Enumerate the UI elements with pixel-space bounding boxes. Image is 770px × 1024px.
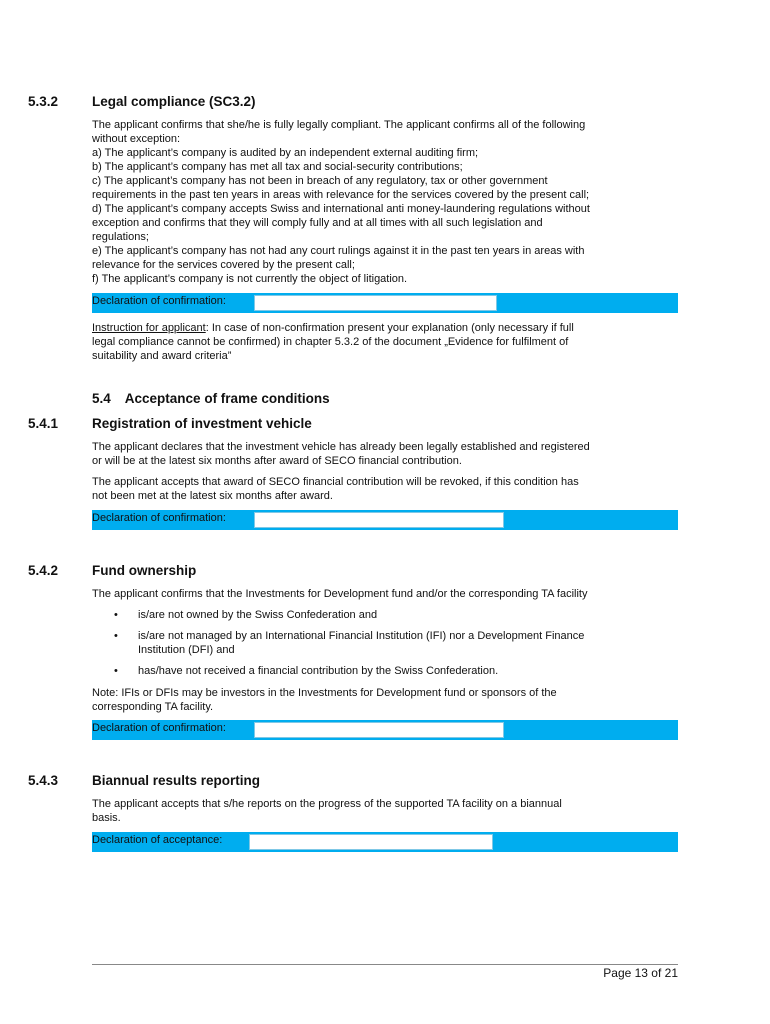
bullet-icon: • [114,630,118,642]
text-line: The applicant confirms that she/he is fully legally compliant. The applicant confirms all of the following [92,119,586,131]
declaration-input[interactable] [249,834,493,850]
declaration-input[interactable] [254,295,497,311]
text-line: basis. [92,812,121,824]
declaration-label: Declaration of confirmation: [92,722,226,734]
section-title: Acceptance of frame conditions [124,391,330,406]
declaration-bar-5-4-3 [92,832,678,852]
text-line: Note: IFIs or DFIs may be investors in the Investments for Development fund or sponsors of the [92,687,557,699]
list-item [114,608,698,622]
list-item-text: Institution (DFI) and [138,644,235,656]
fund-ownership-intro: The applicant confirms that the Investments for Development fund and/or the corresponding TA facility [92,588,588,600]
biannual-reporting-text [92,797,682,825]
text-line: legal compliance cannot be confirmed) in chapter 5.3.2 of the document „Evidence for fulfilment of [92,336,569,348]
text-line: not been met at the latest six months after award. [92,490,333,502]
declaration-label: Declaration of confirmation: [92,295,226,307]
text-line: The applicant accepts that award of SECO financial contribution will be revoked, if this condition has [92,476,579,488]
text-line: e) The applicant’s company has not had any court rulings against it in the past ten years in areas with [92,245,585,257]
section-heading-legal-compliance: Legal compliance (SC3.2) [92,94,256,109]
section-heading-fund-ownership: Fund ownership [92,563,197,578]
footer-divider [92,964,678,965]
bullet-icon: • [114,665,118,677]
text-line: a) The applicant’s company is audited by an independent external auditing firm; [92,147,479,159]
section-heading-frame-conditions [92,391,330,406]
text-line: exception and confirms that they will comply fully and at all times with all such legislation and [92,217,543,229]
text-line: b) The applicant’s company has met all tax and social-security contributions; [92,161,463,173]
list-item [114,664,698,678]
text-line: requirements in the past ten years in areas with relevance for the services covered by the present call; [92,189,590,201]
section-number-5-4-2: 5.4.2 [28,563,59,578]
registration-text-1 [92,440,682,468]
text-line: c) The applicant’s company has not been in breach of any regulatory, tax or other government [92,175,548,187]
text-line: without exception: [92,133,181,145]
text-line: regulations; [92,231,149,243]
section-heading-registration: Registration of investment vehicle [92,416,312,431]
registration-text-2 [92,475,682,503]
text-line: d) The applicant’s company accepts Swiss and international anti money-laundering regulations without [92,203,590,215]
list-item-text: is/are not managed by an International Financial Institution (IFI) nor a Development Finance [138,630,585,642]
instruction-text [92,321,682,363]
declaration-label: Declaration of acceptance: [92,834,223,846]
bullet-icon: • [114,609,118,621]
section-number-5-4-1: 5.4.1 [28,416,59,431]
ownership-bullet-list [114,608,698,678]
text-line: The applicant declares that the investment vehicle has already been legally established and registered [92,441,590,453]
declaration-input[interactable] [254,722,504,738]
declaration-bar-5-4-2 [92,720,678,740]
declaration-bar-5-4-1 [92,510,678,530]
text-line: f) The applicant’s company is not currently the object of litigation. [92,273,408,285]
section-number-5-4-3: 5.4.3 [28,773,59,788]
text-line: The applicant accepts that s/he reports on the progress of the supported TA facility on a biannual [92,798,562,810]
text-line: relevance for the services covered by the present call; [92,259,355,271]
declaration-bar-5-3-2 [92,293,678,313]
text-line: corresponding TA facility. [92,701,214,713]
instruction-label: Instruction for applicant [92,322,206,334]
text-line: or will be at the latest six months after award of SECO financial contribution. [92,455,462,467]
declaration-input[interactable] [254,512,504,528]
text-line: : In case of non-confirmation present your explanation (only necessary if full [205,322,574,334]
list-item [114,629,698,657]
text-line: suitability and award criteria” [92,350,232,362]
list-item-text: has/have not received a financial contribution by the Swiss Confederation. [138,665,499,677]
page-number: Page 13 of 21 [603,966,678,980]
section-heading-biannual-reporting: Biannual results reporting [92,773,261,788]
list-item-text: is/are not owned by the Swiss Confederation and [138,609,378,621]
declaration-label: Declaration of confirmation: [92,512,226,524]
section-number-5-4: 5.4 [92,391,111,406]
section-number-5-3-2: 5.3.2 [28,94,59,109]
legal-compliance-text [92,118,682,286]
fund-ownership-note [92,686,682,714]
